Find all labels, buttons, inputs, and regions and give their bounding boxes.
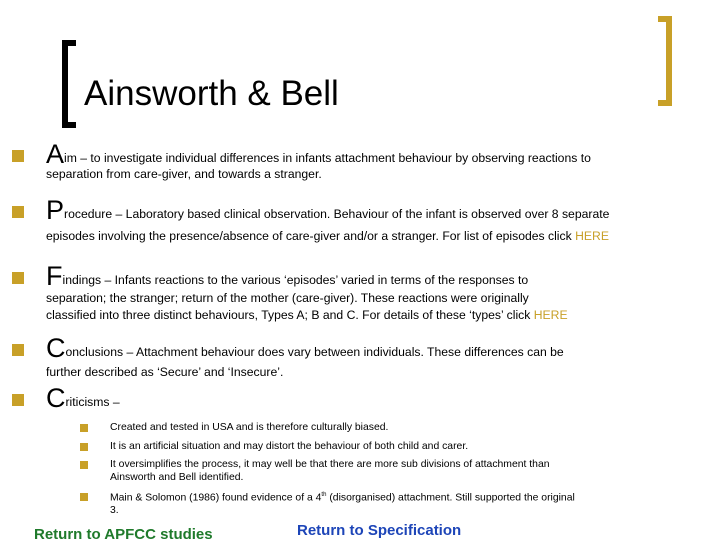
bullet-square-icon xyxy=(12,206,24,218)
findings-item xyxy=(46,261,716,323)
criticism-item: It is an artificial situation and may distort the behaviour of both child and carer. xyxy=(110,441,469,452)
aim-line-2: separation from care-giver, and towards a stranger. xyxy=(46,167,322,181)
conclusions-line-2: further described as ‘Secure’ and ‘Insecure’. xyxy=(46,365,284,379)
criticism-line-2: Ainsworth and Bell identified. xyxy=(110,472,244,483)
findings-line-1: indings – Infants reactions to the various ‘episodes’ varied in terms of the responses to xyxy=(62,273,529,287)
return-apfcc-link[interactable]: Return to APFCC studies xyxy=(34,526,213,543)
findings-line-3: classified into three distinct behaviours, Types A; B and C. For details of these ‘types’ click xyxy=(46,308,534,322)
criticism-item xyxy=(110,458,550,484)
procedure-line-2: episodes involving the presence/absence of care-giver and/or a stranger. For list of episodes click xyxy=(46,229,576,243)
title-left-bracket xyxy=(62,40,76,128)
sub-bullet-square-icon xyxy=(80,424,88,432)
procedure-item xyxy=(46,195,716,244)
findings-initial: F xyxy=(46,261,63,291)
title-right-bracket xyxy=(658,16,672,106)
sub-bullet-square-icon xyxy=(80,493,88,501)
criticism-line-1: It oversimplifies the process, it may well be that there are more sub divisions of attachment than xyxy=(110,459,550,470)
conclusions-initial: C xyxy=(46,333,66,363)
criticism-superscript: th xyxy=(321,492,327,498)
findings-line-2: separation; the stranger; return of the mother (care-giver). These reactions were originally xyxy=(46,291,529,305)
conclusions-item xyxy=(46,333,716,380)
episodes-here-link[interactable]: HERE xyxy=(575,229,609,243)
criticism-item: Created and tested in USA and is therefore culturally biased. xyxy=(110,422,389,433)
aim-item xyxy=(46,139,716,182)
bullet-square-icon xyxy=(12,272,24,284)
criticism-line-1b: (disorganised) attachment. Still supported the original xyxy=(326,492,575,504)
conclusions-line-1: onclusions – Attachment behaviour does vary between individuals. These differences can be xyxy=(65,345,564,359)
criticisms-heading: riticisms – xyxy=(65,395,120,409)
return-specification-link[interactable]: Return to Specification xyxy=(297,522,462,539)
slide-title: Ainsworth & Bell xyxy=(84,74,339,113)
sub-bullet-square-icon xyxy=(80,443,88,451)
criticism-item xyxy=(110,489,575,517)
types-here-link[interactable]: HERE xyxy=(533,308,568,322)
sub-bullet-square-icon xyxy=(80,461,88,469)
criticism-line-1a: Main & Solomon (1986) found evidence of a 4 xyxy=(110,492,322,504)
aim-initial: A xyxy=(46,139,65,169)
bullet-square-icon xyxy=(12,344,24,356)
criticisms-item xyxy=(46,383,716,413)
procedure-line-1: rocedure – Laboratory based clinical observation. Behaviour of the infant is observed over 8 separate xyxy=(64,207,610,221)
criticisms-initial: C xyxy=(46,383,66,413)
criticism-line-2: 3. xyxy=(110,505,119,517)
bullet-square-icon xyxy=(12,394,24,406)
bullet-square-icon xyxy=(12,150,24,162)
aim-line-1: im – to investigate individual differences in infants attachment behaviour by observing reactions to xyxy=(64,151,591,165)
procedure-initial: P xyxy=(46,195,65,225)
